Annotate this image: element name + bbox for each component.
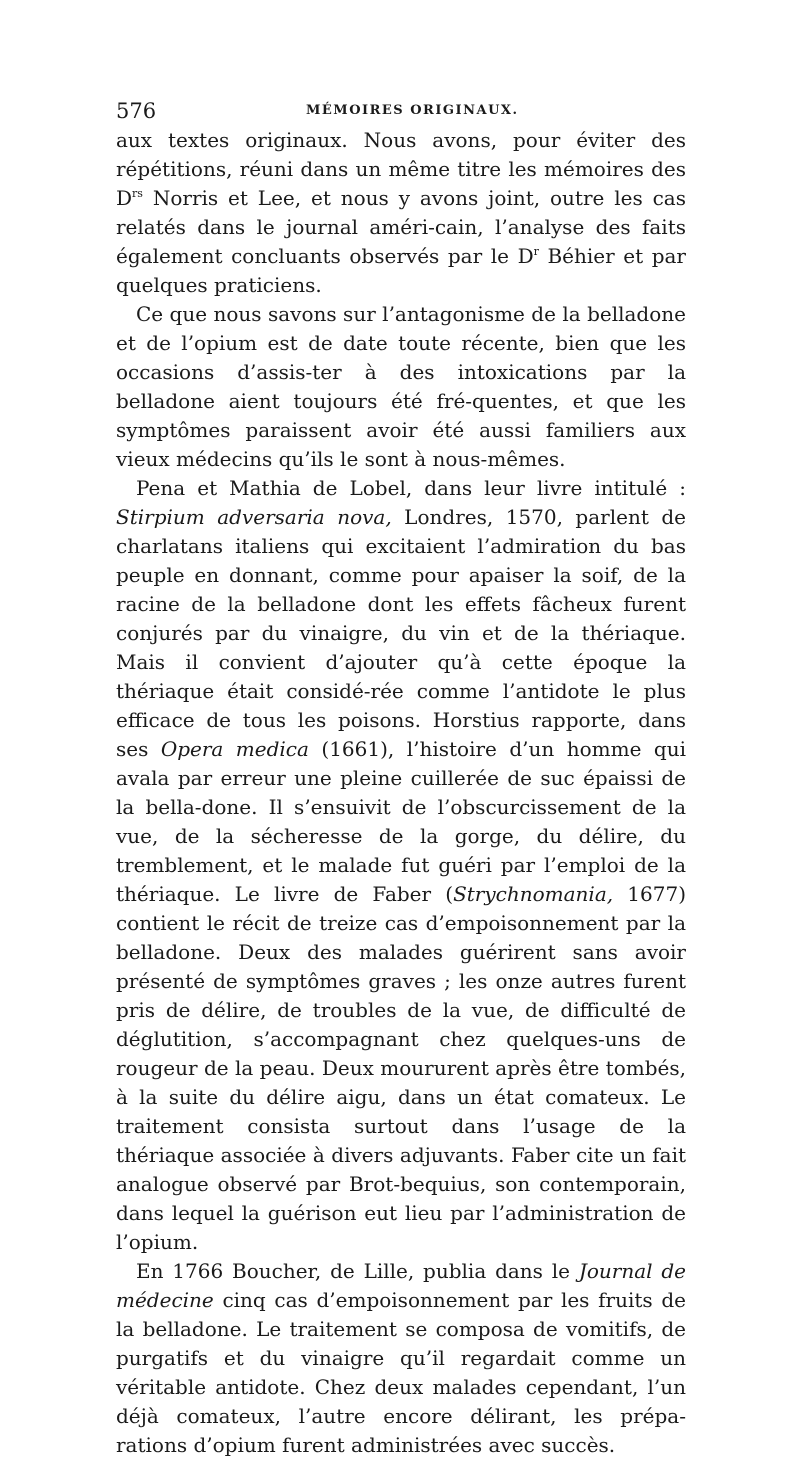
text-run: Londres, 1570, parlent de charlatans italiens qui excitaient l’admiration du bas peuple en donnant, comme pour apaiser la soif, de la racine de la belladone dont les effets fâcheux furent conjurés par du vinaigre, du vin et de la thériaque. Mais il convient d’ajouter qu’à cette époque la thériaque était considé-rée comme l’antidote le plus efficace de tous les poisons. Horstius rapporte, dans ses [116,505,686,761]
running-head-title: MÉMOIRES ORIGINAUX. [306,103,519,118]
text-run: Pena et Mathia de Lobel, dans leur livre intitulé : [136,476,686,500]
book-title: Opera medica [160,737,309,761]
paragraph-3 [116,474,686,1257]
text-run: 1677) contient le récit de treize cas d’empoisonnement par la belladone. Deux des malades guérirent sans avoir présenté de symptômes graves ; les onze autres furent pris de délire, de troubles de la vue, de difficulté de déglutition, s’accompagnant chez quelques-uns de rougeur de la peau. Deux moururent après être tombés, à la suite du délire aigu, dans un état comateux. Le traitement consista surtout dans l’usage de la thériaque associée à divers adjuvants. Faber cite un fait analogue observé par Brot-bequius, son contemporain, dans lequel la guérison eut lieu par l’administration de l’opium. [116,882,686,1254]
text-run: cinq cas d’empoisonnement par les fruits de la belladone. Le traitement se composa de vomitifs, de purgatifs et du vinaigre qu’il regardait comme un véritable antidote. Chez deux malades cependant, l’un déjà comateux, l’autre encore délirant, les prépa-rations d’opium furent administrées avec succès. [116,1288,686,1457]
book-title: Strychnomania, [453,882,614,906]
journal-title: Journal de médecine [116,1259,686,1312]
running-head [116,96,686,126]
text-run: En 1766 Boucher, de Lille, publia dans le [136,1259,579,1283]
paragraph-4 [116,1257,686,1460]
page-number: 576 [116,99,157,123]
text-run: Norris et Lee, et nous y avons joint, outre les cas relatés dans le journal améri-cain, l’analyse des faits également concluants observés par le D [116,186,686,268]
book-page [116,96,686,1460]
superscript: rs [132,187,143,200]
text-run: aux textes originaux. Nous avons, pour éviter des répétitions, réuni dans un même titre les mémoires des D [116,128,686,210]
text-run: (1661), l’histoire d’un homme qui avala par erreur une pleine cuillerée de suc épaissi de la bella-done. Il s’ensuivit de l’obscurcissement de la vue, de la sécheresse de la gorge, du délire, du tremblement, et le malade fut guéri par l’emploi de la thériaque. Le livre de Faber ( [116,737,686,906]
paragraph-1 [116,126,686,300]
superscript: r [533,245,539,258]
paragraph-2: Ce que nous savons sur l’antagonisme de la belladone et de l’opium est de date toute récente, bien que les occasions d’assis-ter à des intoxications par la belladone aient toujours été fré-quentes, et que les symptômes paraissent avoir été aussi familiers aux vieux médecins qu’ils le sont à nous-mêmes. [116,302,686,471]
text-run: Béhier et par quelques praticiens. [116,244,686,297]
book-title: Stirpium adversaria nova, [116,505,392,529]
